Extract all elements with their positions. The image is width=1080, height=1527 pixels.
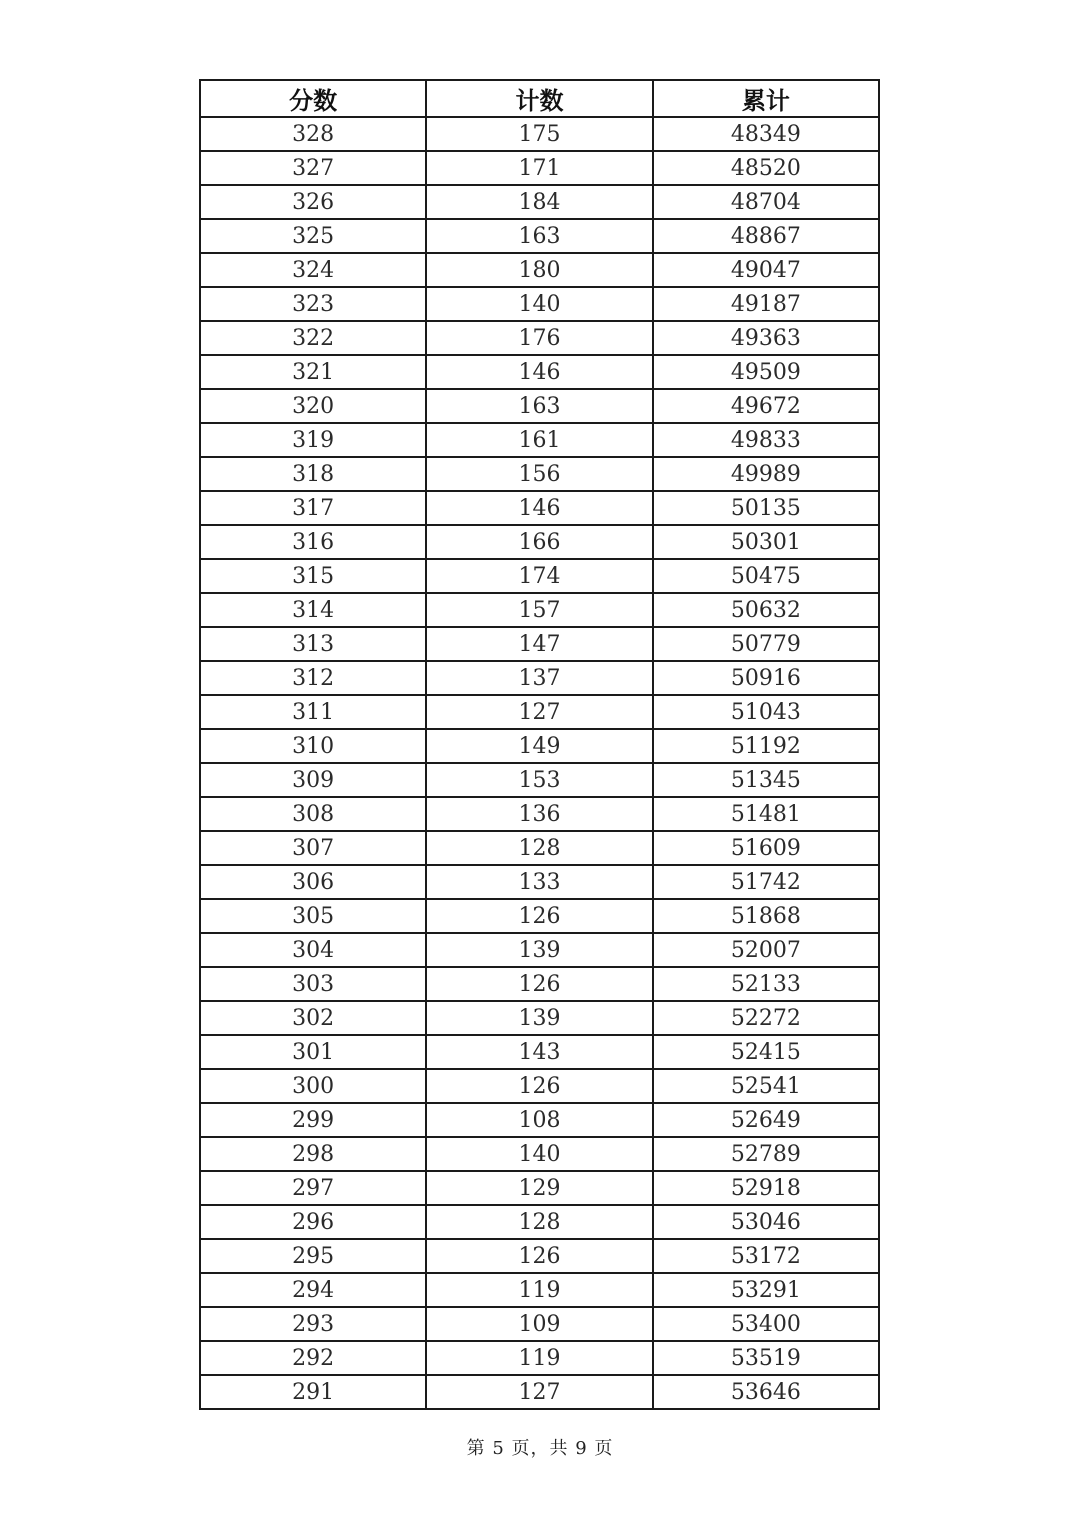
cumulative-cell: 52789 (653, 1137, 879, 1171)
score-cell: 313 (200, 627, 426, 661)
count-cell: 146 (426, 355, 652, 389)
cumulative-cell: 53519 (653, 1341, 879, 1375)
count-cell: 128 (426, 1205, 652, 1239)
table-row (200, 865, 879, 899)
score-cell: 311 (200, 695, 426, 729)
table-row (200, 423, 879, 457)
table-row (200, 185, 879, 219)
cumulative-cell: 52918 (653, 1171, 879, 1205)
score-cell: 325 (200, 219, 426, 253)
cumulative-cell: 50475 (653, 559, 879, 593)
count-cell: 174 (426, 559, 652, 593)
table-row (200, 831, 879, 865)
table-row (200, 1171, 879, 1205)
table-row (200, 117, 879, 151)
count-cell: 147 (426, 627, 652, 661)
count-cell: 108 (426, 1103, 652, 1137)
table-row (200, 321, 879, 355)
score-cell: 291 (200, 1375, 426, 1409)
cumulative-cell: 52415 (653, 1035, 879, 1069)
cumulative-cell: 52649 (653, 1103, 879, 1137)
cumulative-cell: 53291 (653, 1273, 879, 1307)
table-row (200, 899, 879, 933)
count-cell: 156 (426, 457, 652, 491)
score-cell: 297 (200, 1171, 426, 1205)
table-row (200, 1375, 879, 1409)
table-row (200, 1273, 879, 1307)
cumulative-cell: 50135 (653, 491, 879, 525)
count-cell: 161 (426, 423, 652, 457)
cumulative-cell: 49989 (653, 457, 879, 491)
cumulative-cell: 49509 (653, 355, 879, 389)
score-cell: 326 (200, 185, 426, 219)
header-cumulative: 累计 (653, 80, 879, 117)
cumulative-cell: 51481 (653, 797, 879, 831)
count-cell: 126 (426, 967, 652, 1001)
score-cell: 308 (200, 797, 426, 831)
count-cell: 180 (426, 253, 652, 287)
cumulative-cell: 53646 (653, 1375, 879, 1409)
cumulative-cell: 49833 (653, 423, 879, 457)
table-row (200, 1205, 879, 1239)
cumulative-cell: 51192 (653, 729, 879, 763)
cumulative-cell: 50779 (653, 627, 879, 661)
table-row (200, 389, 879, 423)
score-cell: 328 (200, 117, 426, 151)
count-cell: 133 (426, 865, 652, 899)
cumulative-cell: 52133 (653, 967, 879, 1001)
count-cell: 184 (426, 185, 652, 219)
count-cell: 146 (426, 491, 652, 525)
score-cell: 315 (200, 559, 426, 593)
cumulative-cell: 49187 (653, 287, 879, 321)
table-row (200, 525, 879, 559)
table-row (200, 933, 879, 967)
score-cell: 318 (200, 457, 426, 491)
count-cell: 166 (426, 525, 652, 559)
count-cell: 126 (426, 1069, 652, 1103)
score-cell: 299 (200, 1103, 426, 1137)
table-row (200, 593, 879, 627)
table-row (200, 627, 879, 661)
table-header-row (200, 80, 879, 117)
score-cell: 312 (200, 661, 426, 695)
score-cell: 303 (200, 967, 426, 1001)
count-cell: 139 (426, 933, 652, 967)
score-cell: 296 (200, 1205, 426, 1239)
score-cell: 322 (200, 321, 426, 355)
count-cell: 139 (426, 1001, 652, 1035)
table-row (200, 1137, 879, 1171)
table-row (200, 695, 879, 729)
score-cell: 295 (200, 1239, 426, 1273)
cumulative-cell: 53046 (653, 1205, 879, 1239)
cumulative-cell: 53172 (653, 1239, 879, 1273)
table-row (200, 729, 879, 763)
score-cell: 309 (200, 763, 426, 797)
count-cell: 171 (426, 151, 652, 185)
table-row (200, 1103, 879, 1137)
table-row (200, 287, 879, 321)
cumulative-cell: 51043 (653, 695, 879, 729)
count-cell: 153 (426, 763, 652, 797)
cumulative-cell: 48704 (653, 185, 879, 219)
score-cell: 302 (200, 1001, 426, 1035)
header-count: 计数 (426, 80, 652, 117)
count-cell: 109 (426, 1307, 652, 1341)
count-cell: 119 (426, 1273, 652, 1307)
score-cell: 306 (200, 865, 426, 899)
table-row (200, 1239, 879, 1273)
score-cell: 321 (200, 355, 426, 389)
score-cell: 317 (200, 491, 426, 525)
table-row (200, 1035, 879, 1069)
score-cell: 319 (200, 423, 426, 457)
cumulative-cell: 51868 (653, 899, 879, 933)
count-cell: 127 (426, 1375, 652, 1409)
count-cell: 128 (426, 831, 652, 865)
score-cell: 301 (200, 1035, 426, 1069)
cumulative-cell: 51609 (653, 831, 879, 865)
score-cell: 292 (200, 1341, 426, 1375)
table-row (200, 219, 879, 253)
score-cell: 307 (200, 831, 426, 865)
table-row (200, 151, 879, 185)
cumulative-cell: 49047 (653, 253, 879, 287)
score-distribution-table (199, 79, 880, 1410)
count-cell: 157 (426, 593, 652, 627)
count-cell: 143 (426, 1035, 652, 1069)
table-row (200, 763, 879, 797)
cumulative-cell: 50916 (653, 661, 879, 695)
table-row (200, 491, 879, 525)
table-row (200, 559, 879, 593)
table-row (200, 253, 879, 287)
table-row (200, 967, 879, 1001)
table-row (200, 797, 879, 831)
score-cell: 294 (200, 1273, 426, 1307)
score-cell: 320 (200, 389, 426, 423)
score-cell: 300 (200, 1069, 426, 1103)
table-body (200, 117, 879, 1409)
cumulative-cell: 48520 (653, 151, 879, 185)
count-cell: 140 (426, 1137, 652, 1171)
count-cell: 126 (426, 899, 652, 933)
count-cell: 136 (426, 797, 652, 831)
score-cell: 316 (200, 525, 426, 559)
cumulative-cell: 49672 (653, 389, 879, 423)
table-row (200, 661, 879, 695)
count-cell: 119 (426, 1341, 652, 1375)
score-cell: 327 (200, 151, 426, 185)
score-cell: 310 (200, 729, 426, 763)
cumulative-cell: 51742 (653, 865, 879, 899)
cumulative-cell: 52007 (653, 933, 879, 967)
cumulative-cell: 51345 (653, 763, 879, 797)
table-row (200, 1069, 879, 1103)
score-cell: 293 (200, 1307, 426, 1341)
table-row (200, 1001, 879, 1035)
count-cell: 163 (426, 219, 652, 253)
count-cell: 126 (426, 1239, 652, 1273)
cumulative-cell: 52541 (653, 1069, 879, 1103)
cumulative-cell: 50301 (653, 525, 879, 559)
cumulative-cell: 52272 (653, 1001, 879, 1035)
count-cell: 137 (426, 661, 652, 695)
cumulative-cell: 48867 (653, 219, 879, 253)
count-cell: 140 (426, 287, 652, 321)
count-cell: 175 (426, 117, 652, 151)
cumulative-cell: 49363 (653, 321, 879, 355)
score-cell: 323 (200, 287, 426, 321)
score-cell: 324 (200, 253, 426, 287)
score-cell: 304 (200, 933, 426, 967)
table-row (200, 1341, 879, 1375)
score-cell: 298 (200, 1137, 426, 1171)
table-row (200, 457, 879, 491)
cumulative-cell: 53400 (653, 1307, 879, 1341)
count-cell: 176 (426, 321, 652, 355)
score-cell: 314 (200, 593, 426, 627)
count-cell: 163 (426, 389, 652, 423)
score-cell: 305 (200, 899, 426, 933)
cumulative-cell: 48349 (653, 117, 879, 151)
count-cell: 127 (426, 695, 652, 729)
header-score: 分数 (200, 80, 426, 117)
table-row (200, 1307, 879, 1341)
cumulative-cell: 50632 (653, 593, 879, 627)
count-cell: 149 (426, 729, 652, 763)
page-number-footer: 第 5 页，共 9 页 (466, 1438, 614, 1459)
count-cell: 129 (426, 1171, 652, 1205)
table-row (200, 355, 879, 389)
